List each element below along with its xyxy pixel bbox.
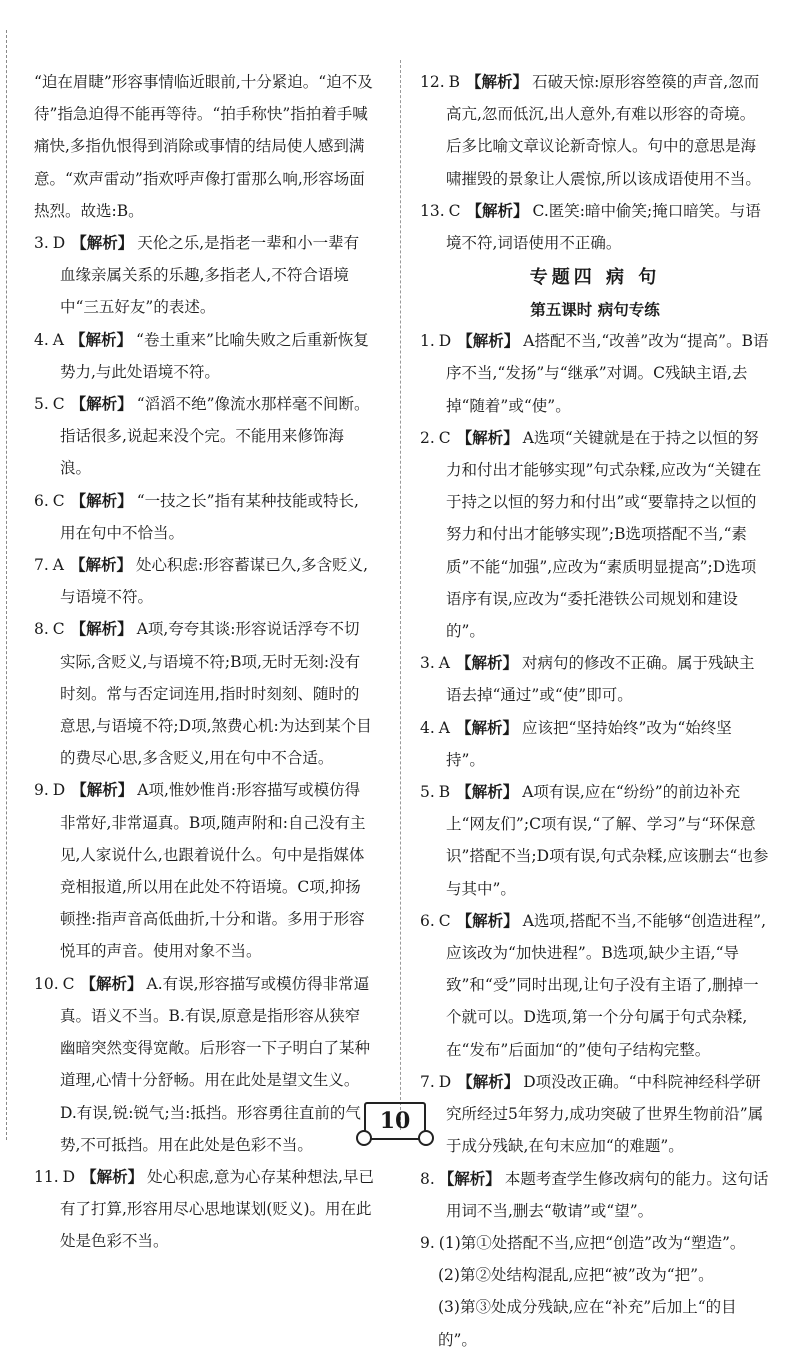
right-column — [420, 66, 770, 1356]
analysis-tag: 【解析】 — [70, 329, 133, 349]
answer-text: “迫在眉睫”形容事情临近眼前,十分紧迫。“迫不及待”指急迫得不能再等待。“拍手称快”指拍着手喊痛快,多指仇恨得到消除或事情的结局使人感到满意。“欢声雷动”指欢呼声像打雷那么响,形容场面热烈。故选:B。 — [34, 73, 373, 220]
answer-letter: A — [438, 718, 450, 737]
item-number: 3. — [34, 234, 49, 253]
analysis-tag: 【解析】 — [70, 394, 133, 414]
answer-letter: C — [52, 491, 65, 510]
item-number: 13. — [420, 201, 445, 220]
analysis-tag: 【解析】 — [456, 717, 519, 737]
column-divider — [400, 60, 401, 1130]
answer-letter: A — [52, 330, 64, 349]
answer-text: A选项“关键就是在于持之以恒的努力和付出才能够实现”句式杂糅,应改为“关键在于持之以恒的努力和付出”或“要靠持之以恒的努力和付出才能够实现”;B选项搭配不当,“素质”不能“加强”,应改为“素质明显提高”;D选项语序有误,应改为“委托港铁公司规划和建设的”。 — [446, 428, 762, 641]
answer-text: 天伦之乐,是指老一辈和小一辈有血缘亲属关系的乐趣,多指老人,不符合语境中“三五好友”的表述。 — [60, 234, 360, 317]
answer-text: A.有误,形容描写或模仿得非常逼真。语义不当。B.有误,原意是指形容从狭窄幽暗突然变得宽敞。后形容一下子明白了某种道理,心情十分舒畅。用在此处是望文生义。D.有误,锐:锐气;当:抵挡。形容勇往直前的气势,不可抵挡。用在此处是色彩不当。 — [60, 974, 371, 1154]
page-number-badge — [354, 1100, 434, 1146]
answer-letter: D — [438, 1072, 452, 1091]
item-number: 8. — [420, 1169, 435, 1188]
item-number: 4. — [34, 330, 49, 349]
answer-text: (3)第③处成分残缺,应在“补充”后加上“的目的”。 — [438, 1298, 737, 1349]
ring-decoration-icon — [356, 1130, 372, 1146]
analysis-tag: 【解析】 — [70, 619, 133, 639]
analysis-tag: 【解析】 — [457, 331, 520, 351]
answer-item — [420, 905, 770, 1066]
answer-letter: B — [438, 783, 451, 802]
answer-text: A项,惟妙惟肖:形容描写或模仿得非常好,非常逼真。B项,随声附和:自己没有主见,人家说什么,也跟着说什么。句中是指媒体竞相报道,所以用在此处不符语境。C项,抑扬顿挫:指声音高低曲折,十分和谐。多用于形容悦耳的声音。使用对象不当。 — [60, 781, 366, 961]
section-title: 专题四 病 句 — [529, 267, 661, 289]
answer-letter: C — [438, 911, 451, 930]
answer-item — [420, 325, 770, 422]
item-number: 6. — [420, 911, 435, 930]
item-number: 2. — [420, 428, 435, 447]
answer-text: 应该把“坚持始终”改为“始终坚持”。 — [446, 718, 732, 769]
answer-item — [34, 968, 374, 1161]
answer-letter: D — [438, 332, 452, 351]
analysis-tag: 【解析】 — [80, 973, 143, 993]
answer-text: 本题考查学生修改病句的能力。这句话用词不当,删去“敬请”或“望”。 — [446, 1169, 769, 1220]
item-number: 1. — [420, 332, 435, 351]
answer-letter: C — [52, 620, 65, 639]
answer-letter: B — [448, 73, 461, 91]
item-number: 12. — [420, 73, 445, 91]
answer-item — [420, 1163, 770, 1227]
answer-letter: C — [62, 974, 75, 993]
answer-item — [34, 613, 374, 774]
answer-letter: C — [52, 395, 65, 414]
item-number: 9. — [34, 781, 49, 800]
answer-letter: C — [438, 428, 451, 447]
answer-item — [34, 66, 374, 227]
answer-text: 处心积虑,意为心存某种想法,早已有了打算,形容用尽心思地谋划(贬义)。用在此处是色彩不当。 — [60, 1167, 374, 1251]
item-number: 11. — [34, 1167, 59, 1186]
answer-letter: D — [52, 781, 66, 800]
answer-text: “滔滔不绝”像流水那样毫不间断。指话很多,说起来没个完。不能用来修饰海浪。 — [60, 395, 370, 478]
item-number: 9. — [420, 1233, 435, 1252]
analysis-tag: 【解析】 — [456, 653, 519, 673]
item-number: 3. — [420, 654, 435, 673]
analysis-tag: 【解析】 — [466, 200, 529, 220]
answer-item — [34, 227, 374, 324]
answer-text: 对病句的修改不正确。属于残缺主语去掉“通过”或“使”即可。 — [446, 654, 755, 705]
answer-text: (2)第②处结构混乱,应把“被”改为“把”。 — [438, 1266, 714, 1285]
answer-text: A选项,搭配不当,不能够“创造进程”,应该改为“加快进程”。B选项,缺少主语,“导致”和“受”同时出现,让句子没有主语了,删掉一个就可以。D选项,第一个分句属于句式杂糅,在“发布”后面加“的”使句子结构完整。 — [446, 911, 767, 1059]
answer-item — [34, 774, 374, 967]
analysis-tag: 【解析】 — [70, 555, 133, 575]
answer-text: C.匿笑:暗中偷笑;掩口暗笑。与语境不符,词语使用不正确。 — [446, 201, 761, 253]
answer-text: “卷土重来”比喻失败之后重新恢复势力,与此处语境不符。 — [60, 330, 369, 381]
answer-item — [420, 66, 770, 195]
answer-item — [420, 712, 770, 776]
analysis-tag: 【解析】 — [457, 1071, 520, 1091]
left-column — [34, 66, 374, 1258]
page-number: 10 — [364, 1102, 426, 1140]
item-number: 8. — [34, 620, 49, 639]
binding-margin-line — [6, 30, 7, 1140]
answer-text: D项没改正确。“中科院神经科学研究所经过5年努力,成功突破了世界生物前沿”属于成分残缺,在句末应加“的难题”。 — [446, 1072, 764, 1156]
answer-item — [420, 1291, 770, 1355]
item-number: 5. — [34, 395, 49, 414]
analysis-tag: 【解析】 — [70, 490, 133, 510]
answer-letter: D — [62, 1167, 76, 1186]
item-number: 7. — [34, 556, 49, 575]
answer-text: A项,夸夸其谈:形容说话浮夸不切实际,含贬义,与语境不符;B项,无时无刻:没有时刻。常与否定词连用,指时时刻刻、随时的意思,与语境不符;D项,煞费心机:为达到某个目的费尽心思,多含贬义,用在句中不合适。 — [60, 620, 372, 768]
answer-item — [420, 776, 770, 905]
analysis-tag: 【解析】 — [81, 1166, 144, 1186]
answer-text: (1)第①处搭配不当,应把“创造”改为“塑造”。 — [438, 1233, 746, 1252]
answer-item — [34, 1161, 374, 1258]
item-number: 6. — [34, 491, 49, 510]
item-number: 4. — [420, 718, 435, 737]
item-number: 5. — [420, 783, 435, 802]
item-number: 10. — [34, 974, 59, 993]
analysis-tag: 【解析】 — [438, 1168, 501, 1188]
answer-item — [420, 1259, 770, 1291]
answer-letter: C — [448, 201, 461, 220]
answer-letter: D — [52, 234, 66, 253]
analysis-tag: 【解析】 — [456, 782, 519, 802]
answer-item — [420, 1066, 770, 1163]
answer-text: 石破天惊:原形容箜篌的声音,忽而高亢,忽而低沉,出人意外,有难以形容的奇境。后多比喻文章议论新奇惊人。句中的意思是海啸摧毁的景象让人震惊,所以该成语使用不当。 — [446, 73, 761, 188]
answer-item — [420, 1227, 770, 1259]
analysis-tag: 【解析】 — [466, 72, 529, 91]
item-number: 7. — [420, 1072, 435, 1091]
answer-letter: A — [52, 556, 64, 575]
answer-item — [34, 388, 374, 485]
answer-item — [34, 549, 374, 613]
answer-item — [420, 647, 770, 711]
answer-text: A搭配不当,“改善”改为“提高”。B语序不当,“发扬”与“继承”对调。C残缺主语,去掉“随着”或“使”。 — [446, 332, 769, 415]
lesson-title: 第五课时 病句专练 — [530, 301, 660, 320]
answer-item — [420, 422, 770, 647]
ring-decoration-icon — [418, 1130, 434, 1146]
analysis-tag: 【解析】 — [456, 910, 519, 930]
answer-text: 处心积虑:形容蓄谋已久,多含贬义,与语境不符。 — [60, 556, 369, 607]
analysis-tag: 【解析】 — [71, 780, 134, 800]
answer-letter: A — [438, 654, 450, 673]
analysis-tag: 【解析】 — [456, 427, 519, 447]
answer-text: A项有误,应在“纷纷”的前边补充上“网友们”;C项有误,“了解、学习”与“环保意识”搭配不当;D项有误,句式杂糅,应该删去“也参与其中”。 — [446, 783, 769, 898]
answer-item — [34, 324, 374, 388]
analysis-tag: 【解析】 — [71, 233, 134, 253]
answer-text: “一技之长”指有某种技能或特长,用在句中不恰当。 — [60, 491, 359, 542]
answer-item — [34, 485, 374, 549]
answer-item — [420, 195, 770, 259]
